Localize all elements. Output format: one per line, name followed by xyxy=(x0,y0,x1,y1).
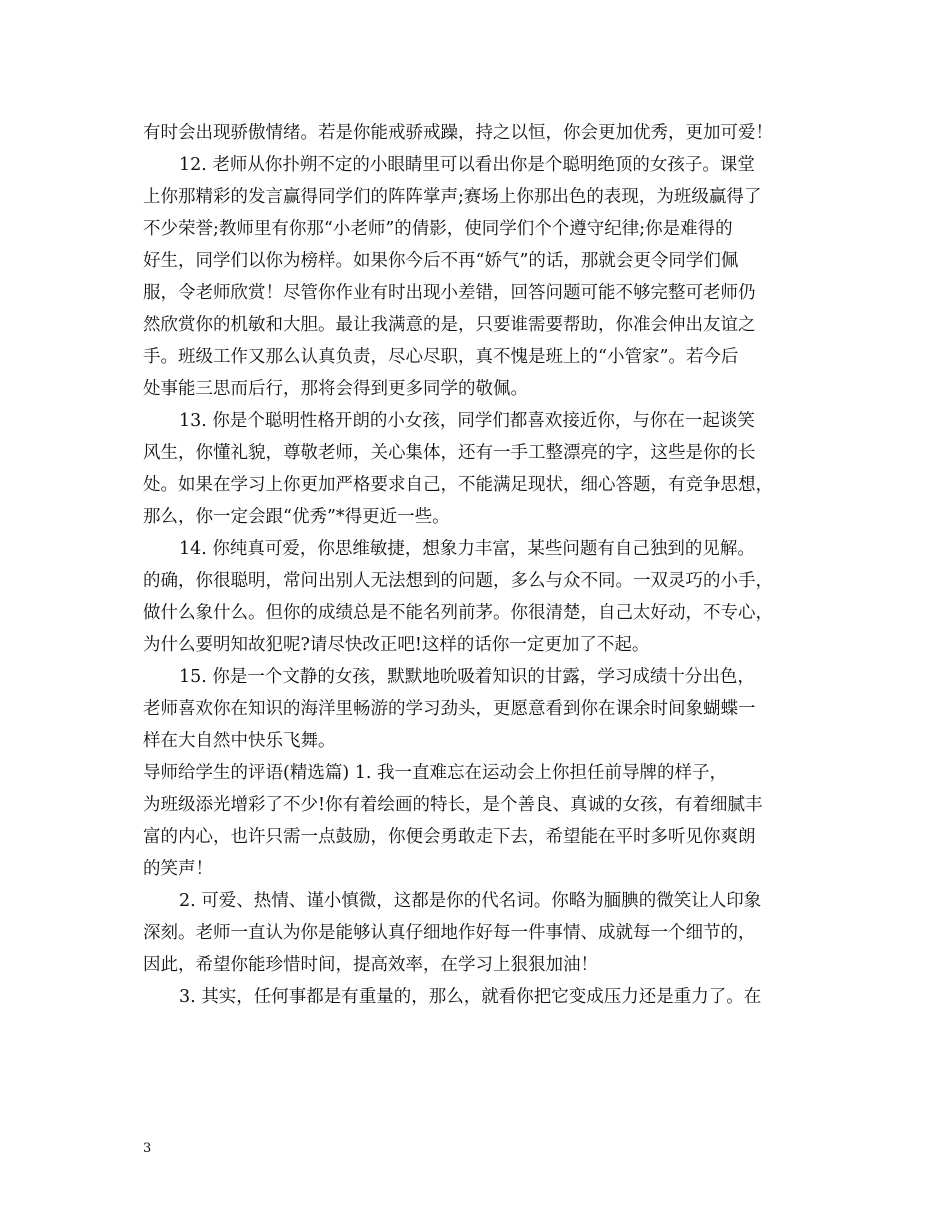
text-line: 15. 你是一个文静的女孩，默默地吮吸着知识的甘露，学习成绩十分出色， xyxy=(179,667,755,687)
text-line: 处事能三思而后行，那将会得到更多同学的敬佩。 xyxy=(143,379,528,399)
text-line: 做什么象什么。但你的成绩总是不能名列前茅。你很清楚，自己太好动，不专心， xyxy=(143,603,773,623)
text-line: 13. 你是个聪明性格开朗的小女孩，同学们都喜欢接近你，与你在一起谈笑 xyxy=(179,411,755,431)
text-line: 富的内心，也许只需一点鼓励，你便会勇敢走下去，希望能在平时多听见你爽朗 xyxy=(143,827,756,847)
text-line: 然欣赏你的机敏和大胆。最让我满意的是，只要谁需要帮助，你准会伸出友谊之 xyxy=(143,315,756,335)
text-line: 老师喜欢你在知识的海洋里畅游的学习劲头，更愿意看到你在课余时间象蝴蝶一 xyxy=(143,699,756,719)
text-line: 那么，你一定会跟“优秀”*得更近一些。 xyxy=(143,507,450,527)
text-line: 手。班级工作又那么认真负责，尽心尽职，真不愧是班上的“小管家”。若今后 xyxy=(143,347,739,367)
text-line: 风生，你懂礼貌，尊敬老师，关心集体，还有一手工整漂亮的字，这些是你的长 xyxy=(143,443,756,463)
text-line: 不少荣誉;教师里有你那“小老师”的倩影，使同学们个个遵守纪律;你是难得的 xyxy=(143,219,733,239)
text-line: 因此，希望你能珍惜时间，提高效率，在学习上狠狠加油！ xyxy=(143,955,598,975)
text-line: 样在大自然中快乐飞舞。 xyxy=(143,731,336,751)
text-line: 2. 可爱、热情、谨小慎微，这都是你的代名词。你略为腼腆的微笑让人印象 xyxy=(179,891,762,911)
text-line: 上你那精彩的发言赢得同学们的阵阵掌声;赛场上你那出色的表现，为班级赢得了 xyxy=(143,187,762,207)
text-line: 处。如果在学习上你更加严格要求自己，不能满足现状，细心答题，有竞争思想， xyxy=(143,475,773,495)
section-heading-line: 导师给学生的评语(精选篇) 1. 我一直难忘在运动会上你担任前导牌的样子， xyxy=(143,763,727,783)
text-line: 3. 其实，任何事都是有重量的，那么，就看你把它变成压力还是重力了。在 xyxy=(179,987,762,1007)
text-line: 有时会出现骄傲情绪。若是你能戒骄戒躁，持之以恒，你会更加优秀，更加可爱！ xyxy=(143,123,773,143)
text-line: 的确，你很聪明，常问出别人无法想到的问题，多么与众不同。一双灵巧的小手， xyxy=(143,571,773,591)
text-line: 服，令老师欣赏！尽管你作业有时出现小差错，回答问题可能不够完整可老师仍 xyxy=(143,283,756,303)
text-line: 深刻。老师一直认为你是能够认真仔细地作好每一件事情、成就每一个细节的， xyxy=(143,923,756,943)
text-line: 好生，同学们以你为榜样。如果你今后不再“娇气”的话，那就会更令同学们佩 xyxy=(143,251,739,271)
text-line: 12. 老师从你扑朔不定的小眼睛里可以看出你是个聪明绝顶的女孩子。课堂 xyxy=(179,155,755,175)
text-line: 的笑声！ xyxy=(143,859,213,879)
document-body xyxy=(143,117,815,1013)
text-line: 为什么要明知故犯呢?请尽快改正吧!这样的话你一定更加了不起。 xyxy=(143,635,650,655)
text-line: 为班级添光增彩了不少!你有着绘画的特长，是个善良、真诚的女孩，有着细腻丰 xyxy=(143,795,763,815)
page-number: 3 xyxy=(143,1141,152,1156)
text-line: 14. 你纯真可爱，你思维敏捷，想象力丰富，某些问题有自己独到的见解。 xyxy=(179,539,755,559)
